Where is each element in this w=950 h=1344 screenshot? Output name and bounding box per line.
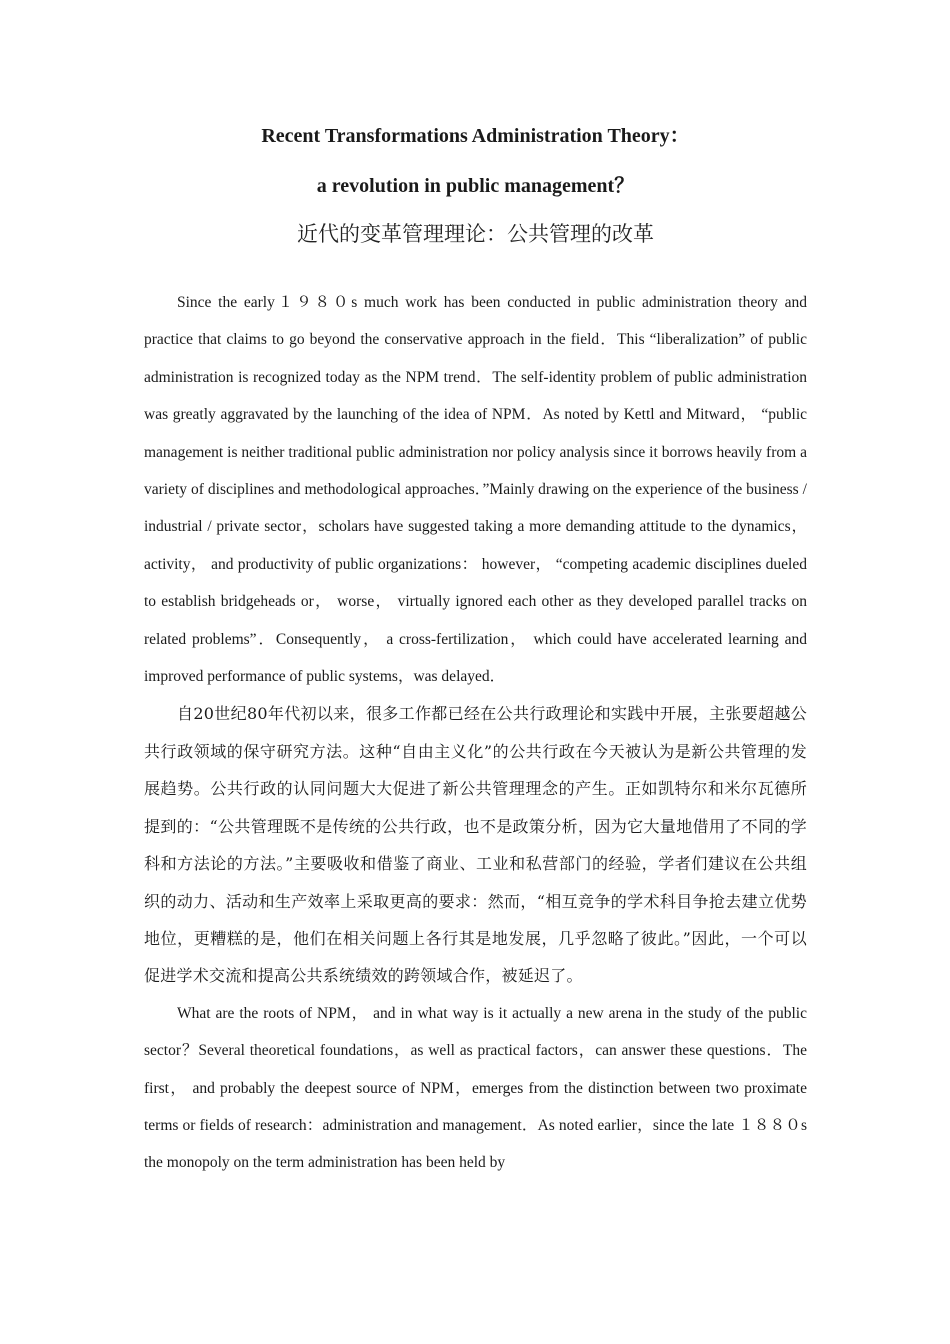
title-chinese: 近代的变革管理理论：公共管理的改革 [297,222,654,246]
paragraph-chinese-1: 自20世纪80年代初以来，很多工作都已经在公共行政理论和实践中开展，主张要超越公共行政领域的保守研究方法。这种“自由主义化”的公共行政在今天被认为是新公共管理的发展趋势。公共行政的认同问题大大促进了新公共管理理念的产生。正如凯特尔和米尔瓦德所提到的：“公共管理既不是传统的公共行政，也不是政策分析，因为它大量地借用了不同的学科和方法论的方法。”主要吸收和借鉴了商业、工业和私营部门的经验，学者们建议在公共组织的动力、活动和生产效率上采取更高的要求：然而，“相互竞争的学术科目争抢去建立优势地位，更糟糕的是，他们在相关问题上各行其是地发展，几乎忽略了彼此。”因此，一个可以促进学术交流和提高公共系统绩效的跨领域合作，被延迟了。 [144,704,807,986]
document-page [144,118,807,1182]
title-english-line-2: a revolution in public management？ [316,175,635,197]
paragraph-english-2: What are the roots of NPM， and in what way is it actually a new arena in the study of the public sector？Several theoretical foundations，as well as practical factors，can answer these questions．The first， and probably the deepest source of NPM，emerges from the distinction between two proximate terms or fields of research：administration and management．As noted earlier，since the late １８８０s the monopoly on the term administration has been held by [144,1004,807,1172]
paragraph-english-1: Since the early１９８０s much work has been conducted in public administration theory and practice that claims to go beyond the conservative approach in the field．This “liberalization” of public administration is recognized today as the NPM trend．The self-identity problem of public administration was greatly aggravated by the launching of the idea of NPM．As noted by Kettl and Mitward， “public management is neither traditional public administration nor policy analysis since it borrows heavily from a variety of disciplines and methodological approaches．”Mainly drawing on the experience of the business / industrial / private sector，scholars have suggested taking a more demanding attitude to the dynamics， activity， and productivity of public organizations： however， “competing academic disciplines dueled to establish bridgeheads or， worse， virtually ignored each other as they developed parallel tracks on related problems”．Consequently， a cross-fertilization， which could have accelerated learning and improved performance of public systems，was delayed． [144,294,807,686]
title-english-line-1: Recent Transformations Administration Theory： [261,125,690,147]
body-text [144,284,807,1182]
